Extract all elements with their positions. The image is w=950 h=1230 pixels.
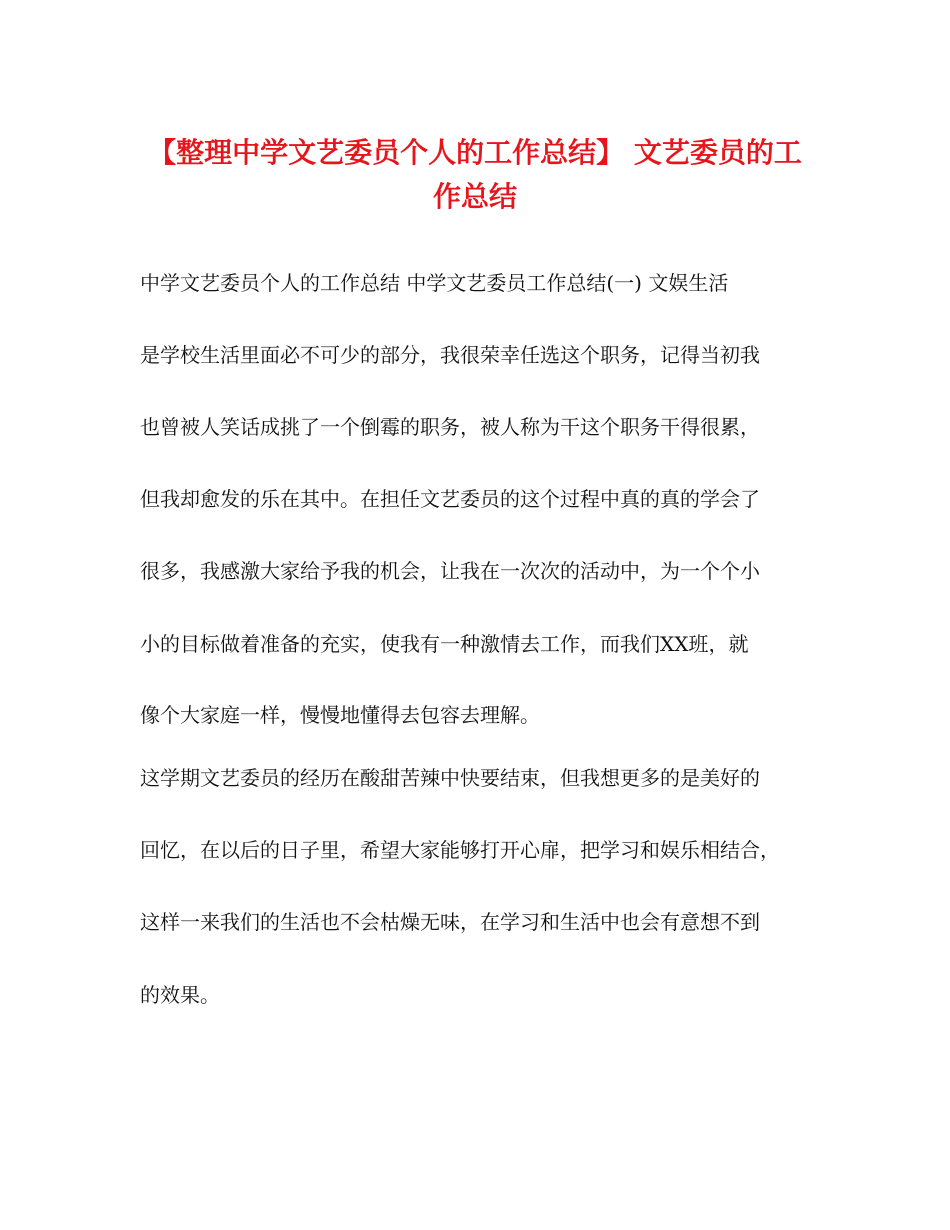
body-line-3: 也曾被人笑话成挑了一个倒霉的职务，被人称为干这个职务干得很累， (140, 415, 760, 439)
document-title-line-2: 作总结 (432, 180, 517, 213)
body-line-1: 中学文艺委员个人的工作总结 中学文艺委员工作总结(一) 文娱生活 (140, 271, 729, 295)
body-line-7: 像个大家庭一样，慢慢地懂得去包容去理解。 (140, 703, 540, 727)
body-line-4: 但我却愈发的乐在其中。在担任文艺委员的这个过程中真的真的学会了 (140, 487, 760, 511)
document-title-line-1: 【整理中学文艺委员个人的工作总结】 文艺委员的工 (148, 136, 802, 169)
body-line-8: 这学期文艺委员的经历在酸甜苦辣中快要结束，但我想更多的是美好的 (140, 766, 760, 790)
body-line-11: 的效果。 (140, 983, 220, 1007)
body-line-10: 这样一来我们的生活也不会枯燥无味，在学习和生活中也会有意想不到 (140, 910, 760, 934)
body-line-6: 小的目标做着准备的充实，使我有一种激情去工作，而我们XX班，就 (140, 632, 749, 656)
body-line-9: 回忆，在以后的日子里，希望大家能够打开心扉，把学习和娱乐相结合， (140, 838, 780, 862)
body-line-2: 是学校生活里面必不可少的部分，我很荣幸任选这个职务，记得当初我 (140, 343, 760, 367)
body-line-5: 很多，我感激大家给予我的机会，让我在一次次的活动中，为一个个小 (140, 559, 760, 583)
